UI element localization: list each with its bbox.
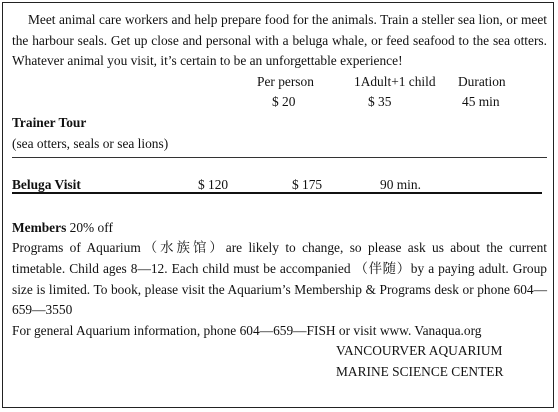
beluga-visit-name: Beluga Visit	[12, 177, 81, 193]
beluga-underline	[12, 192, 542, 194]
members-row	[12, 218, 547, 239]
trainer-tour-price-row	[12, 92, 547, 113]
signature-line-2: MARINE SCIENCE CENTER	[336, 363, 504, 379]
general-info: For general Aquarium information, phone 604—659—FISH or visit www. Vanaqua.org	[12, 322, 482, 338]
info-paragraph: Programs of Aquarium（水族馆）are likely to change, so please ask us about the current timetable. Child ages 8—12. Each child must be accompanied （伴随）by a paying adult. Group size is limited. To book, please visit the Aquarium’s Membership & Programs desk or phone 604—659—3550	[12, 240, 547, 318]
divider-line	[12, 157, 547, 158]
header-duration: Duration	[458, 73, 506, 89]
members-discount: 20% off	[66, 219, 113, 235]
trainer-tour-duration: 45 min	[462, 94, 500, 110]
trainer-tour-name: Trainer Tour	[12, 114, 87, 130]
trainer-tour-name-row	[12, 113, 547, 134]
spacer	[12, 196, 547, 218]
intro-paragraph: Meet animal care workers and help prepare food for the animals. Train a steller sea lion, or meet the harbour seals. Get up close and personal with a beluga whale, or feed seafood to the sea otters. Whatever animal you visit, it’s certain to be an unforgettable experience!	[12, 12, 547, 69]
trainer-tour-per-person: $ 20	[272, 94, 296, 110]
trainer-tour-note: (sea otters, seals or sea lions)	[12, 135, 169, 151]
document-content	[12, 10, 547, 383]
header-per-person: Per person	[257, 73, 314, 89]
price-header-row	[12, 72, 547, 93]
header-adult-child: 1Adult+1 child	[354, 73, 436, 89]
beluga-visit-adult-child: $ 175	[292, 177, 323, 193]
members-label: Members	[12, 219, 67, 235]
trainer-tour-adult-child: $ 35	[368, 94, 392, 110]
signature-line-1: VANCOURVER AQUARIUM	[336, 343, 503, 359]
signature-block	[12, 341, 547, 382]
beluga-visit-per-person: $ 120	[198, 177, 229, 193]
trainer-tour-note-row	[12, 134, 547, 155]
beluga-visit-duration: 90 min.	[380, 177, 421, 193]
